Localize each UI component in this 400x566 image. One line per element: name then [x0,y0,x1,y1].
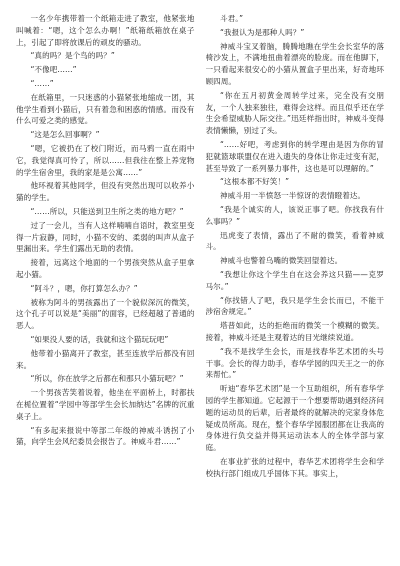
paragraph: 一名少年携带着一个纸箱走进了教室，他紧张地叫喊着：“嗯，这个怎么办啊！”纸箱纸箱放在桌子上，引起了即将放课后的顽皮的骚动。 [16,14,195,47]
paragraph: 迅虎变了表情，露出了不耐的微笑，看着神威斗。 [205,230,384,252]
paragraph: “我是个诚实的人，该说正事了吧。你找我有什么事吗？” [205,204,384,226]
paragraph: “……” [30,78,54,88]
paragraph: 他带着小猫离开了教室，甚至连放学后都没有回来。 [16,348,195,370]
paragraph: “不像吧……” [30,65,77,75]
paragraph: 塔普如此，达的拒绝而的微笑一个模糊的微笑。接着，神威斗还是主观着达的目光继续说道。 [205,321,384,342]
left-text-column [16,13,195,558]
paragraph: “你在五月初黄金周转学过来，完全没有交朋友，一个人独来独往，难得会这样。而且似乎还在学生会希望威胁人际交往。”迅廷样指出时，神威斗变得表情懒懒，别过了头。 [205,90,384,136]
paragraph: 神威斗用一半愤怒一半惊讶的表情瞪着达。 [219,191,366,201]
right-text-column [206,13,385,558]
paragraph: 一个男孩苦笑着说着，他坐在平面桥上，时都扶在栀位置着“学园中等部学生会长加纳达”名牌的沉重桌子上。 [16,388,195,421]
paragraph: “……好吧，考虑到你的转学理由是因为你的冒犯就篮球联盟仅在进入遗失的身体让你走过变有泥，甚至导致了一系列暴力事件，这也是可以理解的。” [205,139,384,173]
paragraph: “我不是找学生会长，而是找春华艺术团的头号干事。会长的得力助手，春华学园的四天王之一的你来帮忙。” [205,346,384,380]
paragraph: “嗯，它被扔在了校门附近，而马鸦一直在雨中它，我觉得真可怜了，所以……但我往在整上养宠物的学生宿舍里，我的家是是公寓……” [16,143,195,177]
paragraph: 神威斗宝叉着脑，腾腾地瞧在学生会长室华的落椅沙发上，不满地扭曲着漂亮的脸庞。而在他脚下，一只看起来很安心的小猫从置盒子里出来，好奇地环顾四周。 [205,41,384,86]
paragraph: “我想让你这个学生自在这会养这只猫——克罗马尔。” [205,269,384,291]
paragraph: “所以，你在放学之后都在和那只小猫玩吧？” [30,374,184,384]
paragraph: “你找错人了吧，我只是学生会长而已，不能干涉宿舍规定。” [205,295,384,317]
paragraph: 接着，远离这个地面的一个男孩突然从盒子里拿起小猫。 [16,258,195,279]
paragraph: “这根本都不好笑！” [219,177,290,187]
paragraph: “有多起来报说中等部二年级的神威斗诱拐了小猫，向学生会风纪委员会报告了。神威斗君……” [16,425,195,447]
paragraph: 听迪“春华艺术团”是一个互助组织，所有春华学园的学生都知道。它起源于一个想要帮助遇到经济问题的运动员的后辈，后者最终的就解决的完家身体危疑成员所高。现在，整个春华学园服团都在让我高的身体进行负交益并得其运动法本人的全体学部与家庭。 [205,384,384,453]
paragraph: 在事业扩张的过程中，春华艺术团将学生会和学校执行部门组成几乎国体下其。事实上， [205,456,384,478]
paragraph: “真的吗？是个鸟的吗？” [30,51,115,61]
paragraph: “这是怎么回事啊？” [30,130,100,140]
paragraph: 被称为阿斗的男孩露出了一个貌似深沉的微笑，这个孔子可以说是“美丽”的面容，已经超越了普通的恶人。 [16,297,195,331]
paragraph: 神威斗也警着乌嘴的微笑回望着达。 [219,256,343,266]
paragraph: 过了一会儿，当有人这样喃喃自语时，教室里变得一片寂静，同时，小猫不安的、柔弱的叫声从盒子里漏出来。学生们露出无助的表情。 [16,220,195,254]
paragraph: 斗君。” [219,14,244,23]
paragraph: “……所以，只能送到卫生所之类的地方吧？” [30,206,184,216]
paragraph: 他环视着其他同学，但没有突然出现可以收养小猫的学生。 [16,181,195,203]
paragraph: “如果没人要的话，我就和这个猫玩玩吧” [30,334,169,344]
paragraph: “我报认为是那种人吗？” [219,27,305,37]
paragraph: “阿斗？，嗯，你打算怎么办？” [30,283,138,293]
paragraph: 在纸箱里，一只迷惑的小猫紧张地缩成一团，其他学生看到小猫后，只有着急和困惑的情感。而没有什么可爱之类的感觉。 [16,92,195,126]
